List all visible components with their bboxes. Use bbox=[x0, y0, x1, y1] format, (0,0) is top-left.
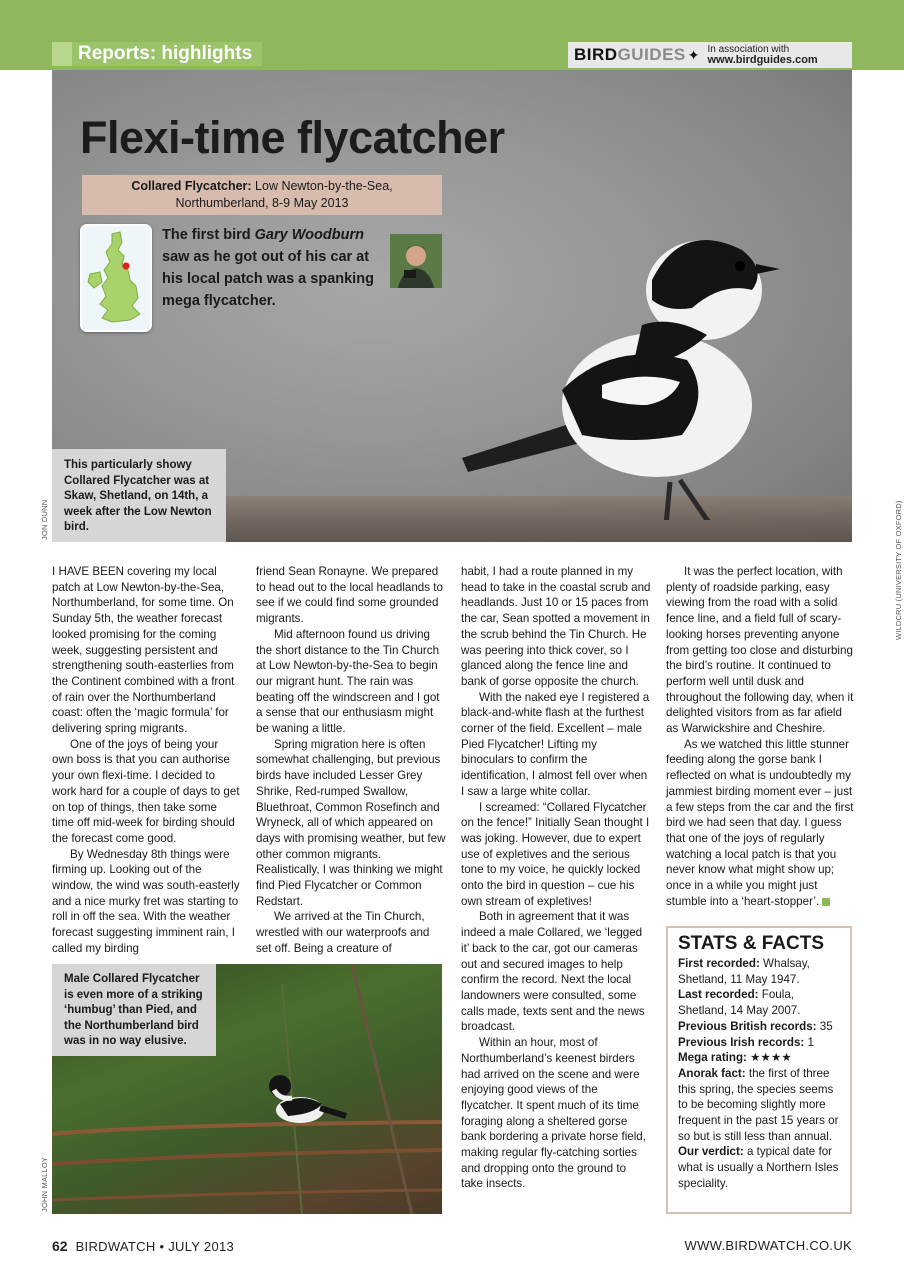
hero-photo-credit: JON DUNN bbox=[40, 499, 49, 540]
paragraph: Mid afternoon found us driving the short distance to the Tin Church at Low Newton-by-the-Sea to begin our migrant hunt. The rain was beating off the windscreen and I got a sense that our enthusiasm might be waning a little. bbox=[256, 627, 440, 736]
paragraph: I screamed: “Collared Flycatcher on the fence!” Initially Sean thought I was joking. However, due to expert use of expletives and the serious tone to my voice, he quickly locked onto the bird in question – cue his own stream of expletives! bbox=[461, 800, 650, 908]
record-species: Collared Flycatcher: bbox=[131, 179, 252, 193]
location-marker-icon bbox=[123, 263, 130, 270]
uk-location-map bbox=[80, 224, 152, 332]
paragraph: Both in agreement that it was indeed a male Collared, we ‘legged it’ back to the car, got our cameras out and secured images to help confirm the record. Next the local landowners were consulted, some calls made, texts sent and the news broadcast. bbox=[461, 910, 645, 1034]
body-column-1 bbox=[52, 564, 242, 957]
paragraph: We arrived at the Tin Church, wrestled with our waterproofs and set off. Being a creature of bbox=[256, 910, 430, 955]
our-verdict: Our verdict: a typical date for what is usually a Northern Isles speciality. bbox=[678, 1145, 839, 1190]
author-name: Gary Woodburn bbox=[254, 227, 364, 243]
bird-silhouette-icon: ✦ bbox=[687, 46, 700, 63]
anorak-fact: Anorak fact: the first of three this spring, the species seems to be becoming slightly more frequent in the past 15 years or so but is still less than annual. bbox=[678, 1066, 839, 1143]
paragraph: By Wednesday 8th things were firming up. Looking out of the window, the wind was south-easterly and a nice murky fret was starting to roll in off the sea. With the weather forecast suggesting imminent rain, I called my birding bbox=[52, 847, 240, 955]
association-text: In association with www.birdguides.com bbox=[707, 44, 818, 66]
author-photo bbox=[390, 234, 442, 288]
lower-caption: Male Collared Flycatcher is even more of a striking ‘humbug’ than Pied, and the Northumberland bird was in no way elusive. bbox=[52, 964, 216, 1056]
hero-caption: This particularly showy Collared Flycatcher was at Skaw, Shetland, on 14th, a week after the Low Newton bird. bbox=[52, 449, 226, 542]
paragraph: As we watched this little stunner feeding along the gorse bank I reflected on what is undoubtedly my jammiest birding moment ever – just a few steps from the car and the first bird we had seen that day. I guess that one of the joys of regularly watching a local patch is that you never know what might show up; once in a while you might just stumble into a ‘heart-stopper’. bbox=[666, 737, 854, 908]
end-of-article-icon bbox=[822, 898, 830, 906]
side-photo-credit: WILDCRU (UNIVERSITY OF OXFORD) bbox=[894, 500, 903, 640]
star-rating-icon: ★★★★ bbox=[746, 1051, 792, 1065]
last-recorded: Last recorded: Foula, Shetland, 14 May 2007. bbox=[678, 988, 801, 1018]
magazine-issue: BIRDWATCH • JULY 2013 bbox=[75, 1239, 235, 1254]
body-column-2 bbox=[256, 564, 446, 957]
magazine-website-link[interactable]: WWW.BIRDWATCH.CO.UK bbox=[684, 1238, 852, 1253]
birdguides-url: www.birdguides.com bbox=[707, 54, 818, 66]
paragraph: Within an hour, most of Northumberland’s keenest birders had arrived on the scene and were enjoying good views of the flycatcher. It spent much of its time foraging along a sheltered gorse bank bordering a private horse field, making regular fly-catching sorties and dropping onto the ground to take insects. bbox=[461, 1036, 646, 1191]
paragraph: It was the perfect location, with plenty of roadside parking, easy viewing from the road with a solid fence line, and a field full of scary-looking horses preventing anyone from getting too close and disturbing the bird’s routine. It continued to perform well until dusk and throughout the following day, when it delighted visitors from as far afield as Warwickshire and Cheshire. bbox=[666, 565, 854, 736]
paragraph: With the naked eye I registered a black-and-white flash at the furthest corner of the field. Excellent – male Pied Flycatcher! Lifting my binoculars to confirm the identification, I almost fell over when I saw a large white collar. bbox=[461, 690, 650, 798]
paragraph: I HAVE BEEN covering my local patch at Low Newton-by-the-Sea, Northumberland, for some time. On Sunday 5th, the weather forecast looked promising for the coming week, suggesting persistent and strengthening south-easterlies from the Continent combined with a front of rain over the Northumberland coast: often the ‘magic formula’ for delivering spring migrants. bbox=[52, 565, 235, 736]
record-date: Northumberland, 8-9 May 2013 bbox=[175, 196, 349, 210]
stats-and-facts-box bbox=[666, 926, 852, 1214]
section-label: Reports: highlights bbox=[52, 42, 262, 66]
first-recorded: First recorded: Whalsay, Shetland, 11 May 1947. bbox=[678, 957, 810, 986]
article-title: Flexi-time flycatcher bbox=[80, 112, 505, 163]
standfirst: The first bird Gary Woodburn saw as he got out of his car at his local patch was a spanking mega flycatcher. bbox=[162, 227, 374, 309]
paragraph: habit, I had a route planned in my head to take in the coastal scrub and headlands. Just 10 or 15 paces from the car, Sean spotted a movement in the scrub behind the Tin Church. He was peering into thick cover, so I glanced along the fence line and bank of gorse opposite the church. bbox=[461, 565, 651, 688]
birdguides-wordmark: BIRDGUIDES bbox=[574, 45, 686, 64]
birdguides-logo[interactable] bbox=[568, 42, 852, 68]
stats-title: STATS & FACTS bbox=[678, 933, 825, 954]
body-column-4 bbox=[666, 564, 854, 909]
paragraph: Spring migration here is often somewhat challenging, but previous birds have included Lesser Grey Shrike, Red-rumped Swallow, Bluethroat, Common Rosefinch and Wryneck, all of which appeared on days with promising weather, but few other common migrants. Realistically, I was thinking we might find Pied Flycatcher or Common Redstart. bbox=[256, 737, 446, 908]
page-number: 62 bbox=[52, 1238, 68, 1254]
british-records: Previous British records: 35 bbox=[678, 1019, 833, 1033]
collared-flycatcher-illustration bbox=[442, 220, 782, 520]
record-place: Low Newton-by-the-Sea, bbox=[255, 179, 393, 193]
body-column-3 bbox=[461, 564, 651, 1192]
stats-body bbox=[678, 956, 842, 1192]
paragraph: One of the joys of being your own boss is that you can authorise your own flexi-time. I decided to work hard for a couple of days to get on top of things, then take some time off mid-week for birding should the forecast come good. bbox=[52, 737, 240, 845]
mega-rating: Mega rating: ★★★★ bbox=[678, 1051, 792, 1065]
uk-map-icon bbox=[82, 226, 150, 330]
lower-photo-credit: JOHN MALLOY bbox=[40, 1156, 49, 1212]
paragraph: friend Sean Ronayne. We prepared to head out to the local headlands to see if we could find some grounded migrants. bbox=[256, 565, 443, 626]
page-footer bbox=[52, 1238, 852, 1256]
record-box bbox=[82, 175, 442, 215]
irish-records: Previous Irish records: 1 bbox=[678, 1035, 814, 1049]
